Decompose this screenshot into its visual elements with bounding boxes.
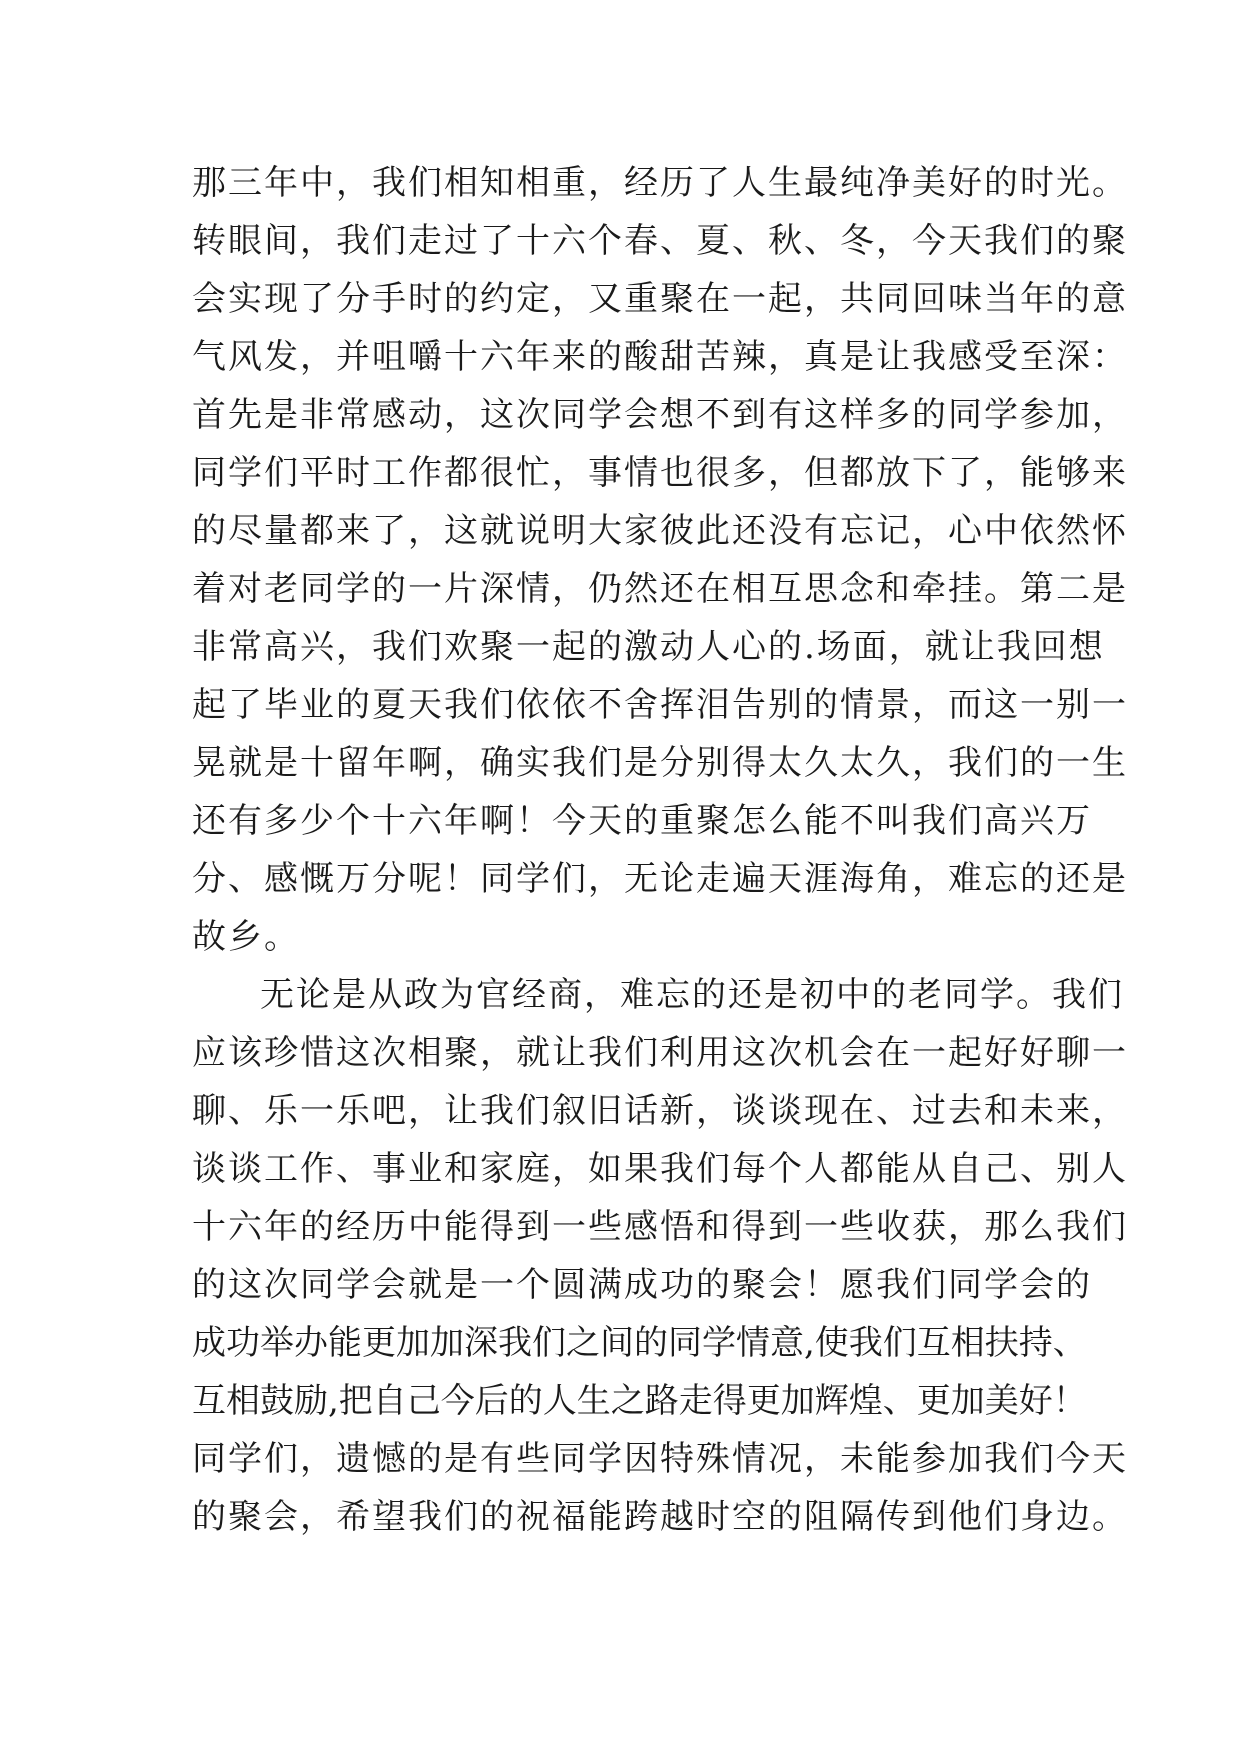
text-line: 故乡。	[192, 917, 300, 957]
text-line: 的尽量都来了，这就说明大家彼此还没有忘记，心中依然怀	[192, 511, 1128, 551]
text-line: 互相鼓励,把自己今后的人生之路走得更加辉煌、更加美好！	[192, 1381, 1087, 1421]
text-line: 同学们，遗憾的是有些同学因特殊情况，未能参加我们今天	[192, 1439, 1128, 1479]
text-line: 分、感慨万分呢！同学们，无论走遍天涯海角，难忘的还是	[192, 859, 1128, 899]
text-line: 聊、乐一乐吧，让我们叙旧话新，谈谈现在、过去和未来，	[192, 1091, 1128, 1131]
text-line: 同学们平时工作都很忙，事情也很多，但都放下了，能够来	[192, 453, 1128, 493]
text-line: 成功举办能更加加深我们之间的同学情意,使我们互相扶持、	[192, 1323, 1087, 1363]
text-line: 的这次同学会就是一个圆满成功的聚会！愿我们同学会的	[192, 1265, 1092, 1305]
text-line: 着对老同学的一片深情，仍然还在相互思念和牵挂。第二是	[192, 569, 1128, 609]
text-line: 非常高兴，我们欢聚一起的激动人心的.场面，就让我回想	[192, 627, 1105, 667]
text-line: 十六年的经历中能得到一些感悟和得到一些收获，那么我们	[192, 1207, 1128, 1247]
text-line: 会实现了分手时的约定，又重聚在一起，共同回味当年的意	[192, 279, 1128, 319]
text-line: 谈谈工作、事业和家庭，如果我们每个人都能从自己、别人	[192, 1149, 1128, 1189]
text-line: 首先是非常感动，这次同学会想不到有这样多的同学参加，	[192, 395, 1128, 435]
text-line: 那三年中，我们相知相重，经历了人生最纯净美好的时光。	[192, 163, 1128, 203]
text-line: 的聚会，希望我们的祝福能跨越时空的阻隔传到他们身边。	[192, 1497, 1128, 1537]
text-line: 气风发，并咀嚼十六年来的酸甜苦辣，真是让我感受至深：	[192, 337, 1128, 377]
text-line: 还有多少个十六年啊！今天的重聚怎么能不叫我们高兴万	[192, 801, 1092, 841]
text-line: 晃就是十留年啊，确实我们是分别得太久太久，我们的一生	[192, 743, 1128, 783]
body-text	[192, 154, 1128, 1546]
text-line: 应该珍惜这次相聚，就让我们利用这次机会在一起好好聊一	[192, 1033, 1128, 1073]
paragraph-first-line: 无论是从政为官经商，难忘的还是初中的老同学。我们	[260, 975, 1124, 1015]
text-line: 转眼间，我们走过了十六个春、夏、秋、冬，今天我们的聚	[192, 221, 1128, 261]
text-line: 起了毕业的夏天我们依依不舍挥泪告别的情景，而这一别一	[192, 685, 1128, 725]
